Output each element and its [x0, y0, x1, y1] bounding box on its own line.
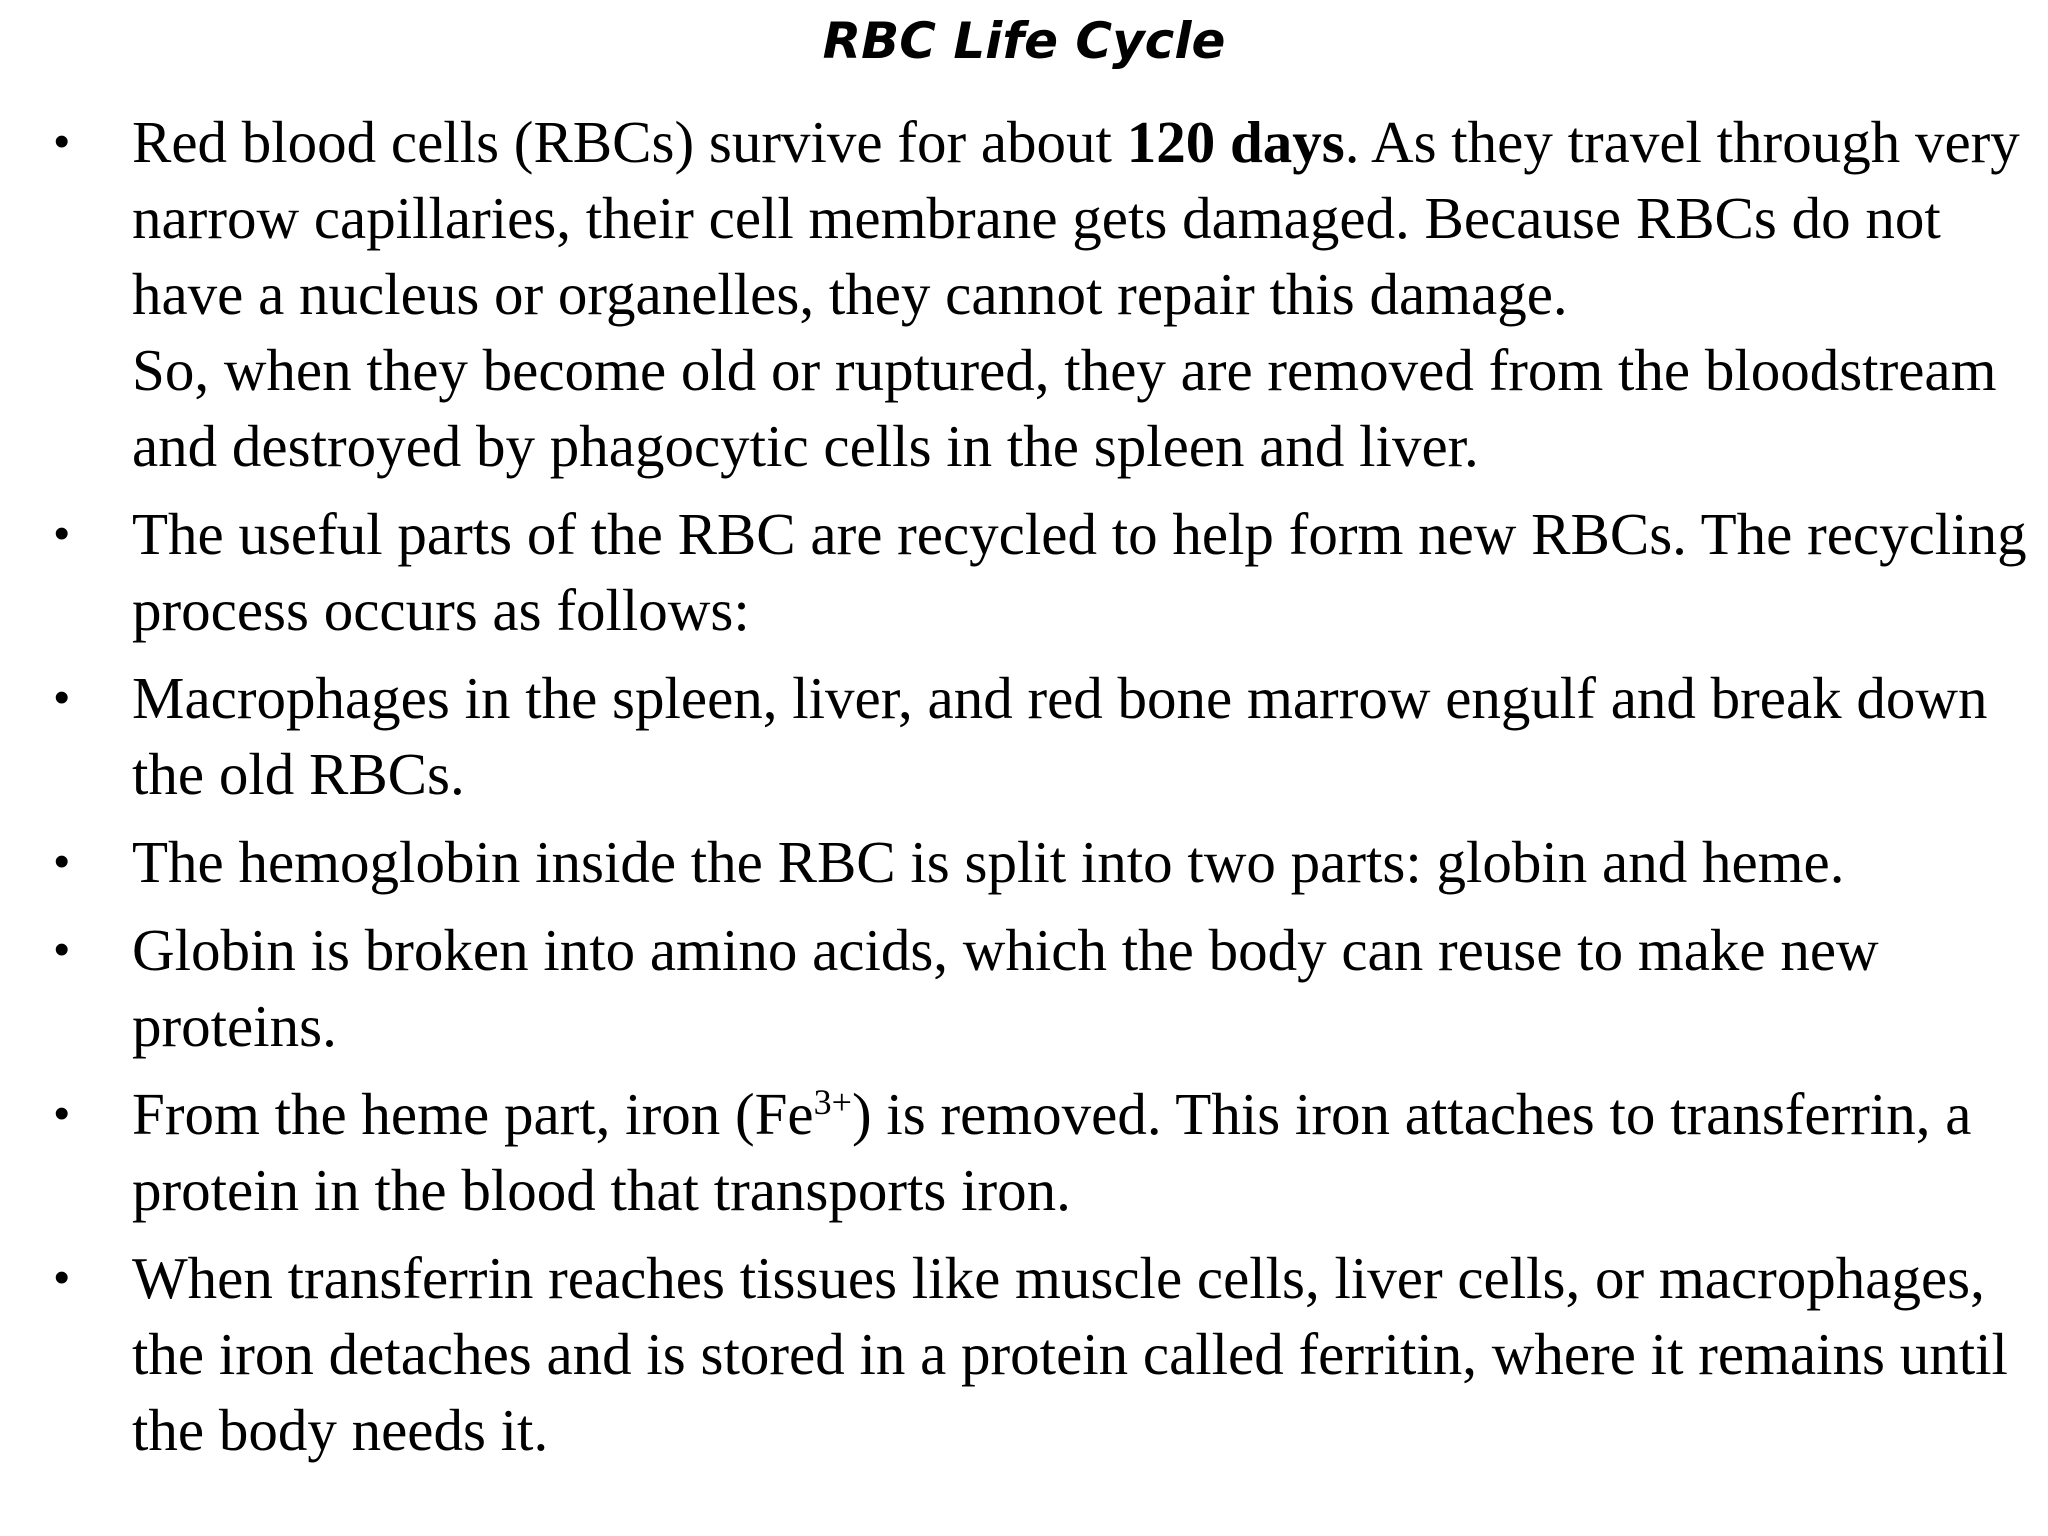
bullet-list	[0, 104, 2048, 1480]
bullet-macrophages	[0, 660, 2048, 812]
bullet-marker: •	[54, 1089, 70, 1138]
bullet-heme-iron	[0, 1076, 2048, 1228]
bullet-hemoglobin	[0, 824, 2048, 900]
bullet-marker: •	[54, 1253, 70, 1302]
bullet-text: Red blood cells (RBCs) survive for about	[132, 109, 1127, 175]
bullet-text: When transferrin reaches tissues like muscle cells, liver cells, or macrophages, the iron detaches and is stored in a protein called ferritin, where it remains until the body needs it.	[132, 1245, 2008, 1463]
bullet-text: Macrophages in the spleen, liver, and red bone marrow engulf and break down the old RBCs.	[132, 665, 1988, 807]
bullet-marker: •	[54, 509, 70, 558]
bullet-marker: •	[54, 837, 70, 886]
bullet-recycling	[0, 496, 2048, 648]
bullet-ferritin	[0, 1240, 2048, 1468]
bullet-marker: •	[54, 673, 70, 722]
bullet-text: The hemoglobin inside the RBC is split into two parts: globin and heme.	[132, 829, 1845, 895]
bullet-text: From the heme part, iron (Fe	[132, 1081, 814, 1147]
bullet-emphasis: 120 days	[1126, 109, 1345, 175]
bullet-text: ) is removed. This iron attaches to transferrin, a protein in the blood that transports iron.	[132, 1081, 1972, 1223]
bullet-marker: •	[54, 117, 70, 166]
bullet-globin	[0, 912, 2048, 1064]
bullet-text-continuation: So, when they become old or ruptured, they are removed from the bloodstream and destroyed by phagocytic cells in the spleen and liver.	[132, 337, 1997, 479]
bullet-marker: •	[54, 925, 70, 974]
bullet-rbc-lifespan	[0, 104, 2048, 484]
bullet-text: . As they travel through very narrow capillaries, their cell membrane gets damaged. Because RBCs do not have a nucleus or organelles, they cannot repair this damage.	[132, 109, 2020, 327]
bullet-text: The useful parts of the RBC are recycled to help form new RBCs. The recycling process occurs as follows:	[132, 501, 2027, 643]
bullet-text: Globin is broken into amino acids, which the body can reuse to make new proteins.	[132, 917, 1879, 1059]
slide-title: RBC Life Cycle	[822, 12, 1226, 70]
superscript-charge: 3+	[813, 1082, 852, 1122]
